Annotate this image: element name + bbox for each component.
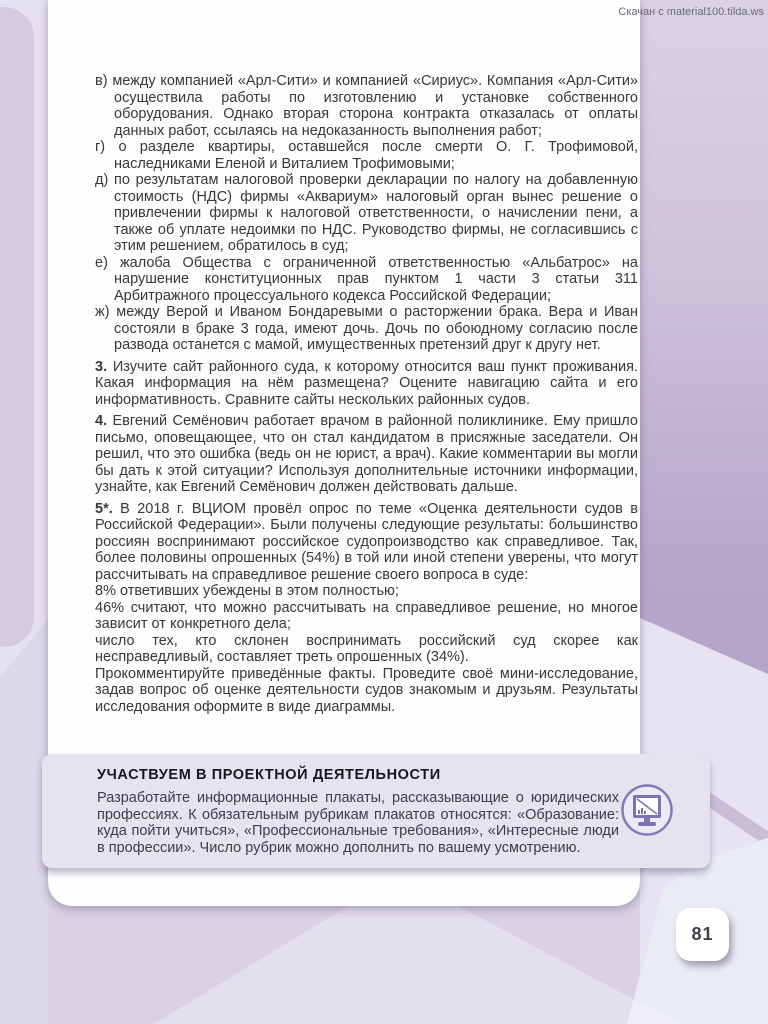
task-text: В 2018 г. ВЦИОМ провёл опрос по теме «Оценка деятельности судов в Российской Федерации». Были получены следующие результаты: большинство россиян воспринимают российское судопроизводство как справедливое. Так, более половины опрошенных (54%) в той или иной степени уверены, что могут рассчитывать на справедливое решение своего вопроса в суде: — [95, 500, 638, 583]
list-item-text: о разделе квартиры, оставшейся после смерти О. Г. Трофимовой, наследниками Еленой и Виталием Трофимовыми; — [114, 139, 638, 172]
task-text: Изучите сайт районного суда, к которому относится ваш пункт проживания. Какая информация на нём размещена? Оцените навигацию сайта и его информативность. Сравните сайты нескольких районных судов. — [95, 358, 638, 408]
page-number-badge: 81 — [676, 908, 729, 961]
task-number: 4. — [95, 413, 108, 429]
survey-line: 8% ответивших убеждены в этом полностью; — [95, 583, 399, 599]
list-item-text: жалоба Общества с ограниченной ответственностью «Альбатрос» на нарушение конституционных прав пунктом 1 части 3 статьи 311 Арбитражного процессуального кодекса Российской Федерации; — [114, 254, 638, 304]
task-number: 3. — [95, 358, 108, 375]
list-item-text: между Верой и Иваном Бондаревыми о расторжении брака. Вера и Иван состояли в браке 3 года, имеют дочь. Дочь по обоюдному согласию после развода останется с мамой, имущественных претензий друг к другу нет. — [114, 304, 639, 353]
page-text-column — [95, 73, 638, 715]
list-item-text: между компанией «Арл-Сити» и компанией «Сириус». Компания «Арл-Сити» осуществила работы по изготовлению и установке собственного оборудования. Однако вторая сторона контракта отказалась от оплаты данных работ, ссылаясь на недоказанность выполнения работ; — [112, 73, 638, 139]
survey-line: 46% считают, что можно рассчитывать на справедливое решение, но многое зависит от конкретного дела; — [95, 599, 638, 632]
list-item-text: по результатам налоговой проверки декларации по налогу на добавленную стоимость (НДС) фирмы «Аквариум» налоговый орган вынес решение о привлечении фирмы к налоговой ответственности, о начислении пени, а также об уплате недоимки по НДС. Руководство фирмы, не согласившись с этим решением, обратилось в суд; — [114, 172, 638, 254]
list-item-label: д) — [95, 172, 109, 188]
task-4 — [95, 413, 638, 496]
list-item-label: г) — [95, 139, 106, 155]
task-3 — [95, 359, 638, 409]
list-item-label: ж) — [95, 304, 110, 320]
project-box-title: УЧАСТВУЕМ В ПРОЕКТНОЙ ДЕЯТЕЛЬНОСТИ — [97, 767, 441, 783]
list-item-d — [95, 172, 638, 255]
survey-line: Прокомментируйте приведённые факты. Проведите своё мини-исследование, задав вопрос об оценке деятельности судов знакомым и друзьям. Результаты исследования оформите в виде диаграммы. — [95, 665, 638, 715]
list-item-label: е) — [95, 254, 108, 271]
computer-monitor-icon — [620, 783, 674, 837]
list-item-e — [95, 255, 638, 305]
list-item-v — [95, 73, 638, 139]
list-item-g — [95, 139, 638, 172]
task-text: Евгений Семёнович работает врачом в районной поликлинике. Ему пришло письмо, оповещающее, что он стал кандидатом в присяжные заседатели. Он решил, что это ошибка (ведь он не юрист, а врач). Какие комментарии вы могли бы дать к этой ситуации? Используя дополнительные источники информации, узнайте, как Евгений Семёнович должен действовать дальше. — [95, 413, 638, 495]
project-activity-box — [42, 754, 710, 868]
list-item-label: в) — [95, 73, 108, 89]
list-item-zh — [95, 304, 638, 354]
background-left-rounded-shape — [0, 7, 34, 647]
background-left-bottom-shape — [0, 620, 48, 1024]
watermark-text: Скачан с material100.tilda.ws — [618, 6, 764, 18]
task-5 — [95, 501, 638, 584]
task-number: 5*. — [95, 500, 113, 517]
survey-line: число тех, кто склонен воспринимать российский суд скорее как несправедливый, составляет треть опрошенных (34%). — [95, 632, 638, 665]
project-box-text: Разработайте информационные плакаты, рассказывающие о юридических профессиях. К обязательным рубрикам плакатов относятся: «Образование: куда пойти учиться», «Профессиональные требования», «Интересные люди в профессии». Число рубрик можно дополнить по вашему усмотрению. — [97, 790, 619, 856]
